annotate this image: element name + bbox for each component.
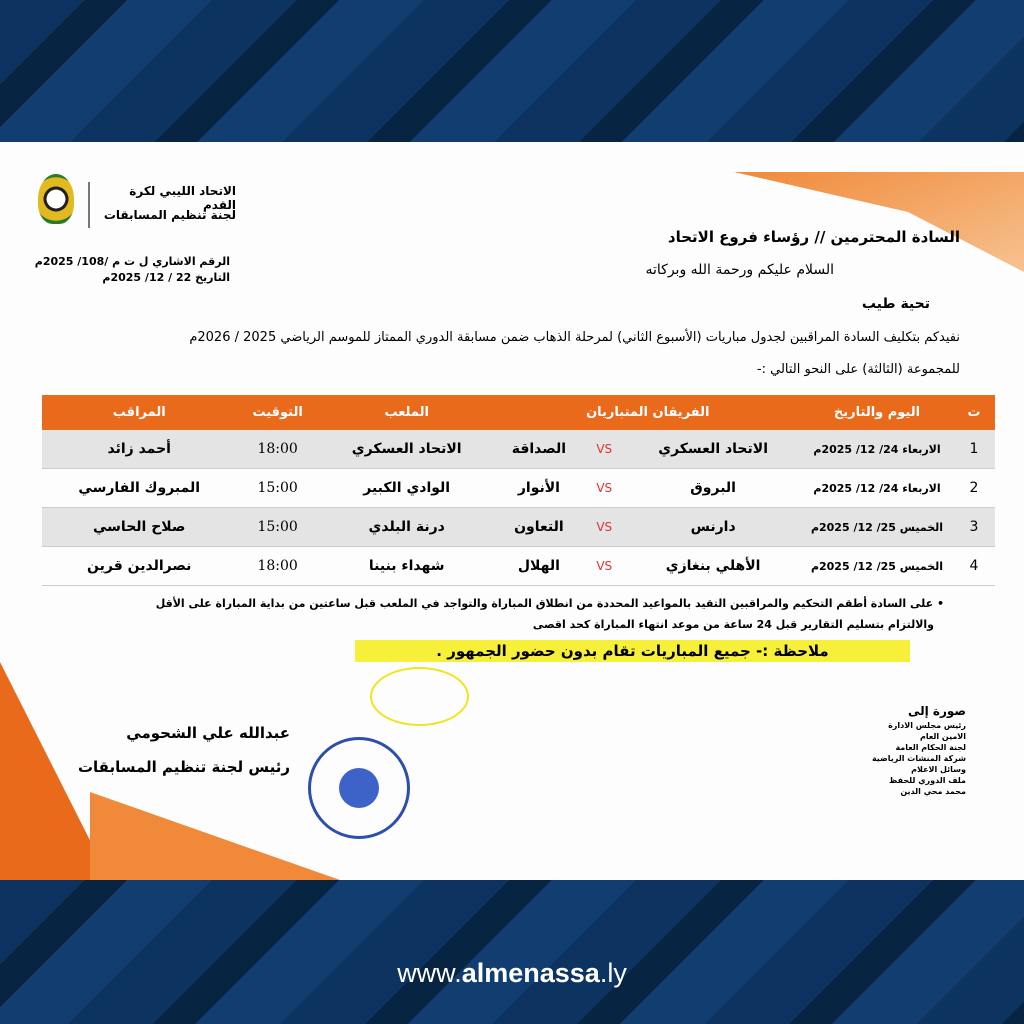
official-stamp [308,737,410,839]
vs-label: VS [583,430,625,469]
away-team: الأنوار [495,469,584,508]
kickoff-time: 15:00 [236,508,318,547]
table-row [42,508,995,547]
cc-item: رئيس مجلس الادارة [888,721,966,730]
cc-title: صورة إلى [907,704,966,718]
row-number: 1 [953,430,995,469]
vs-label: VS [583,469,625,508]
row-number: 2 [953,469,995,508]
col-number: ت [953,395,995,430]
url-brand: almenassa [461,958,600,988]
org-name: الاتحاد الليبي لكرة القدم [129,184,236,212]
away-team: الصداقة [495,430,584,469]
document [0,142,1024,880]
col-observer: المراقب [42,395,236,430]
col-date: اليوم والتاريخ [801,395,953,430]
body-line-1: نفيدكم بتكليف السادة المراقبين لجدول مباريات (الأسبوع الثاني) لمرحلة الذهاب ضمن مسابقة الدوري الممتاز للموسم الرياضي 2025 / 2026م [189,330,960,345]
committee-name: لجنة تنظيم المسابقات [103,208,236,222]
note-bullet-1: • على السادة أطقم التحكيم والمراقبين التقيد بالمواعيد المحددة من انطلاق المباراة والتواجد في الملعب قبل ساعتين من بداية المباراة على الأقل [155,597,944,610]
background-top [0,0,1024,142]
col-venue: الملعب [319,395,495,430]
venue: درنة البلدي [319,508,495,547]
observer: أحمد زائد [42,430,236,469]
website-url[interactable] [0,958,1024,989]
note-bullet-2: والالتزام بتسليم التقارير قبل 24 ساعة من موعد انتهاء المباراة كحد اقصى [532,618,934,631]
kickoff-time: 18:00 [236,430,318,469]
col-time: التوقيت [236,395,318,430]
home-team: دارنس [625,508,801,547]
venue: الاتحاد العسكري [319,430,495,469]
cc-item: الامين العام [919,732,966,741]
row-number: 3 [953,508,995,547]
kickoff-time: 18:00 [236,547,318,586]
home-team: الأهلي بنغازي [625,547,801,586]
divider [88,182,90,228]
cc-item: ملف الدوري للحفظ [889,776,966,785]
url-prefix: www. [397,958,462,988]
home-team: البروق [625,469,801,508]
background-bottom [0,880,1024,1024]
cc-item: محمد محي الدين [900,787,966,796]
cc-item: وسائل الاعلام [911,765,966,774]
signature-mark [370,667,469,726]
col-teams: الفريقان المتباريان [495,395,801,430]
vs-label: VS [583,508,625,547]
reference-number: الرقم الاشاري ل ت م /108/ 2025م [34,255,230,268]
cc-item: لجنة الحكام العامة [895,743,966,752]
salute: تحية طيب [861,296,930,312]
lff-logo [38,174,74,224]
away-team: الهلال [495,547,584,586]
body-line-2: للمجموعة (الثالثة) على النحو التالي :- [756,362,960,377]
table-row [42,430,995,469]
url-suffix: .ly [599,958,627,988]
note-text: على السادة أطقم التحكيم والمراقبين التقيد بالمواعيد المحددة من انطلاق المباراة والتواجد في الملعب قبل ساعتين من بداية المباراة على الأقل [155,597,934,610]
observer: صلاح الحاسي [42,508,236,547]
greeting: السلام عليكم ورحمة الله وبركاته [645,262,834,278]
cc-list [786,702,966,797]
venue: الوادي الكبير [319,469,495,508]
matches-table [42,395,995,586]
observer: المبروك الفارسي [42,469,236,508]
signatory-title: رئيس لجنة تنظيم المسابقات [77,758,290,776]
home-team: الاتحاد العسكري [625,430,801,469]
table-row [42,469,995,508]
letter-date: التاريخ 22 / 12/ 2025م [102,271,230,284]
vs-label: VS [583,547,625,586]
decor-shape [90,792,340,880]
row-number: 4 [953,547,995,586]
recipient: السادة المحترمين // رؤساء فروع الاتحاد [667,228,960,246]
match-date: الخميس 25/ 12/ 2025م [801,547,953,586]
highlighted-note: ملاحظة :- جميع المباريات تقام بدون حضور الجمهور . [355,640,910,662]
cc-item: شركة المنشات الرياضية [871,754,966,763]
signatory-name: عبدالله علي الشحومي [126,724,290,742]
venue: شهداء بنينا [319,547,495,586]
match-date: الخميس 25/ 12/ 2025م [801,508,953,547]
observer: نصرالدين قرين [42,547,236,586]
kickoff-time: 15:00 [236,469,318,508]
away-team: التعاون [495,508,584,547]
match-date: الاربعاء 24/ 12/ 2025م [801,469,953,508]
decor-shape [734,172,1024,272]
table-row [42,547,995,586]
match-date: الاربعاء 24/ 12/ 2025م [801,430,953,469]
